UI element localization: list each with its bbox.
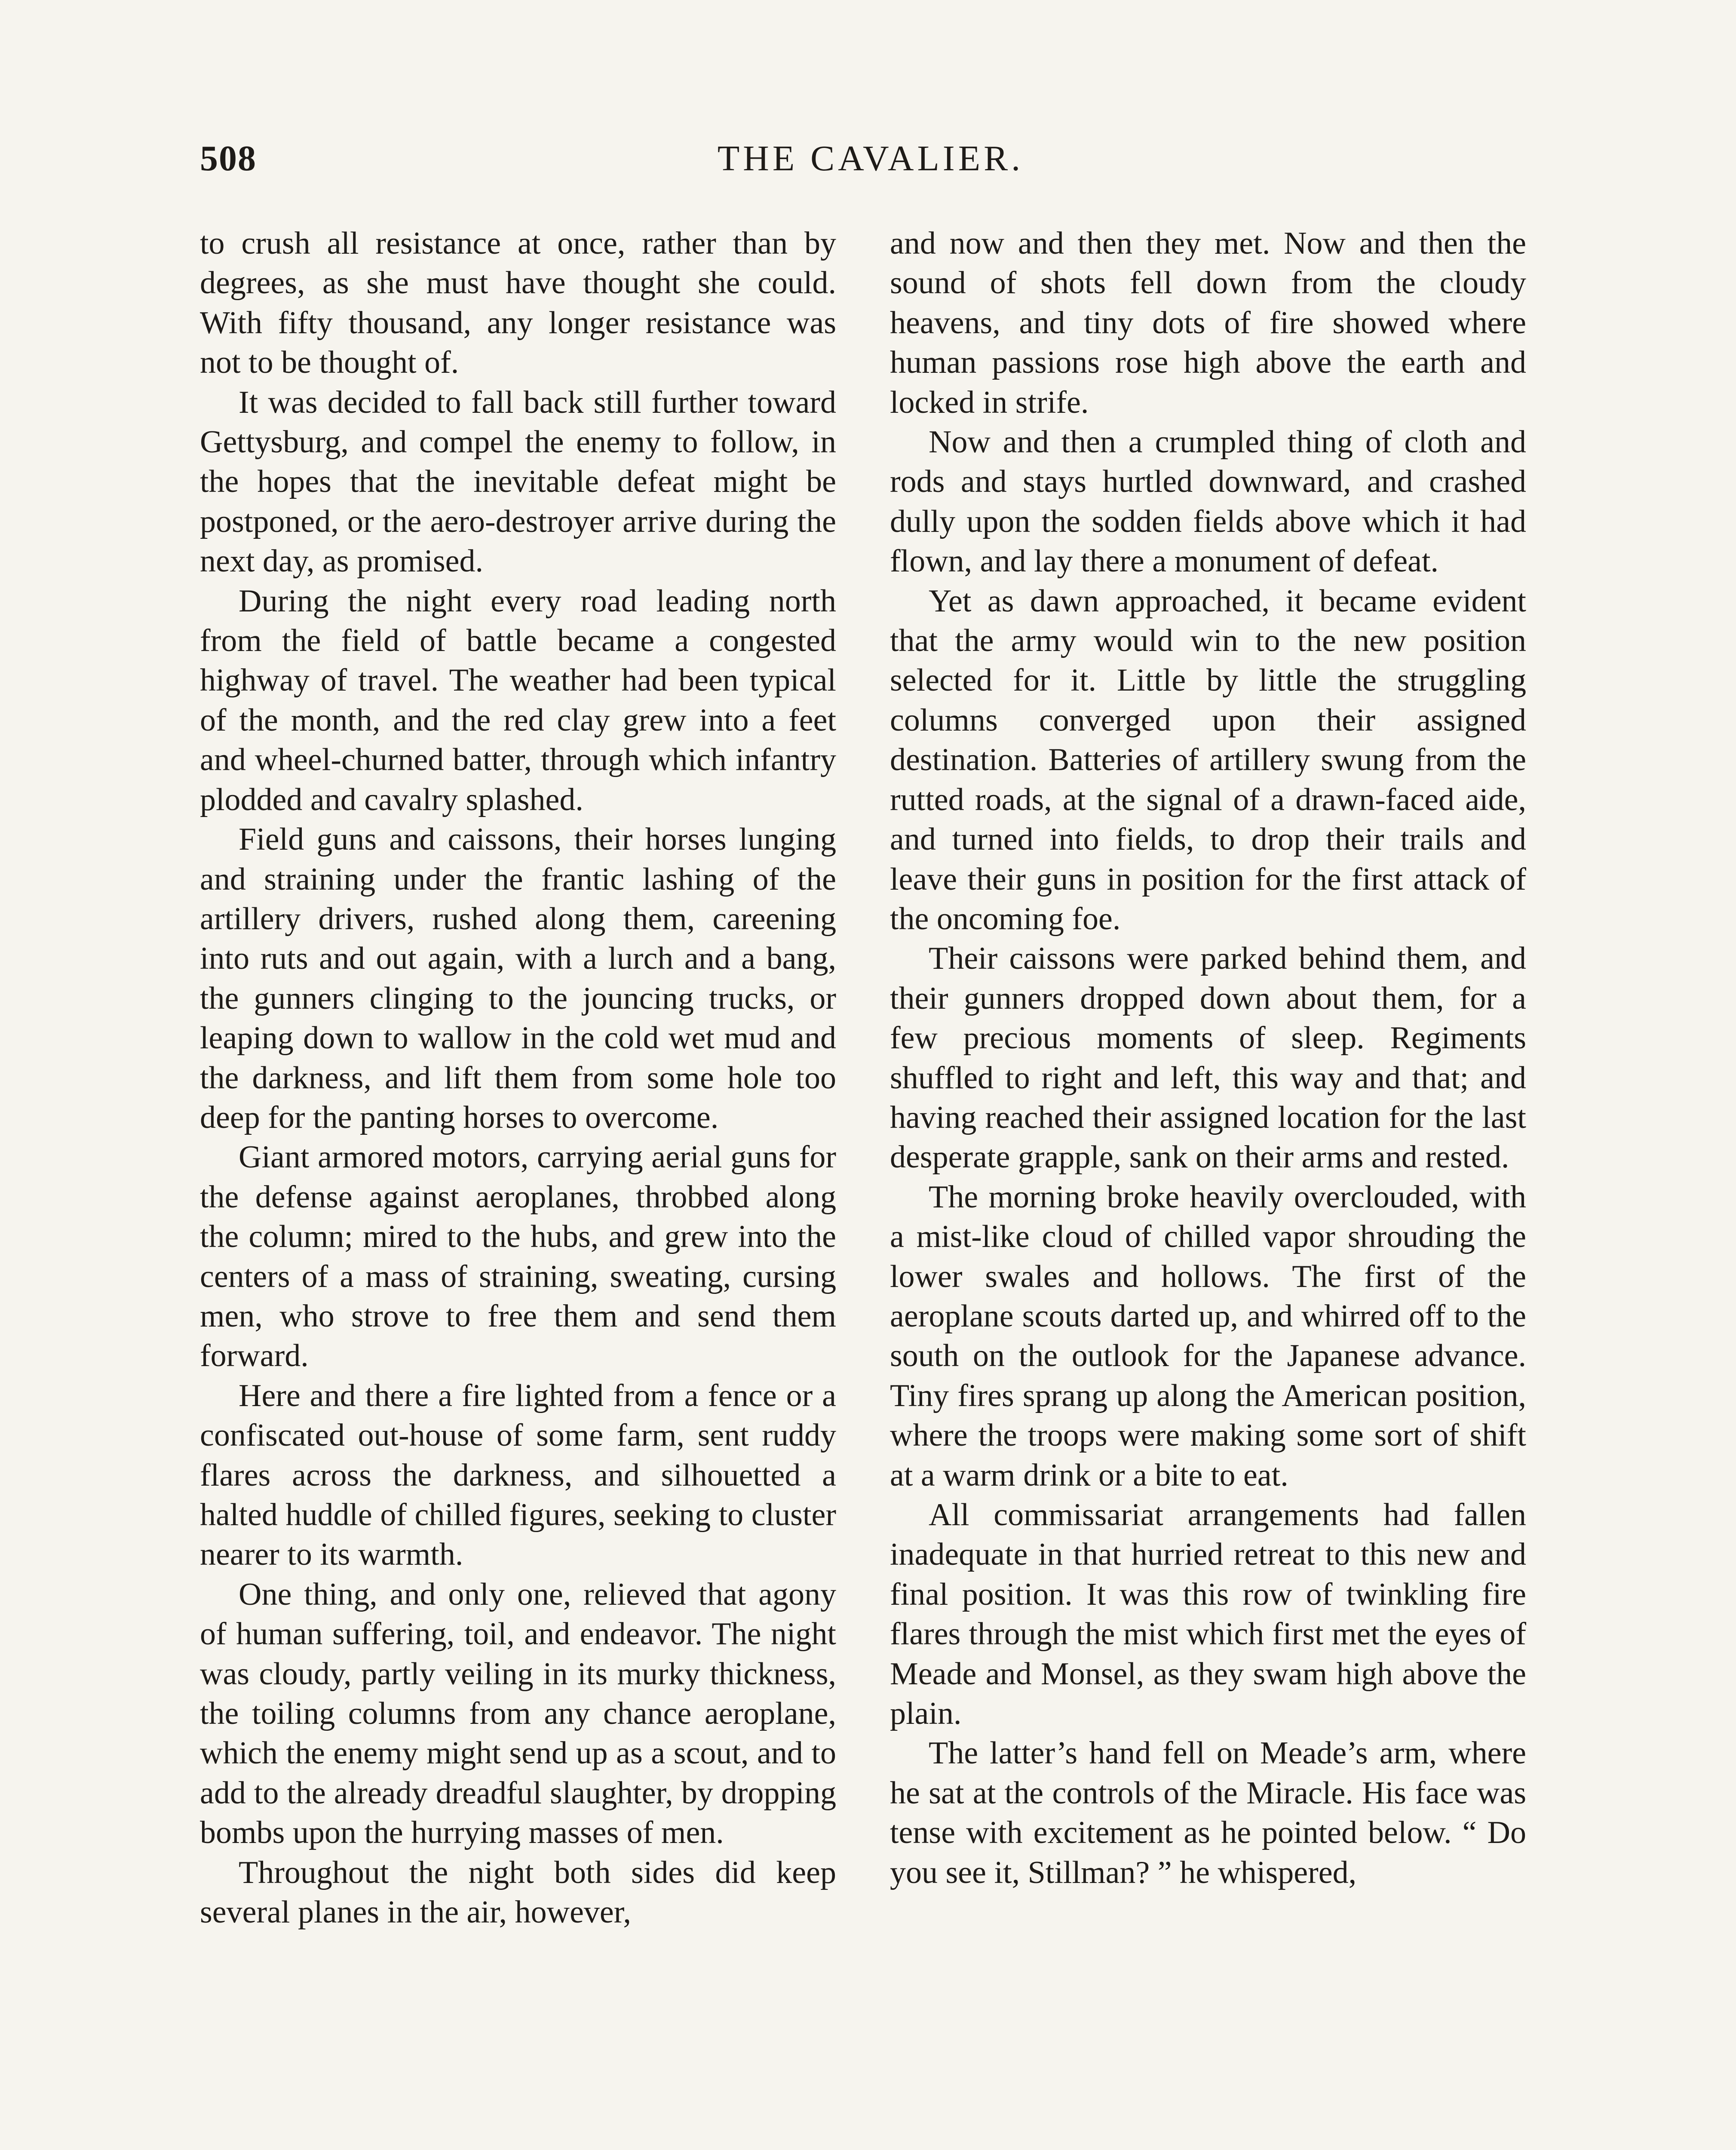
paragraph: One thing, and only one, relieved that agony of human suffering, toil, and endeavor. The night was cloudy, partly veiling in its murky thickness, the toiling columns from any chance aeroplane, which the enemy might send up as a scout, and to add to the already dreadful slaughter, by dropping bombs upon the hurrying masses of men.	[200, 1576, 836, 1851]
paragraph: Here and there a fire lighted from a fence or a confiscated out-house of some farm, sent ruddy flares across the darkness, and silhouetted a halted huddle of chilled figures, seeking to cluster nearer to its warmth.	[200, 1378, 836, 1573]
page-number: 508	[200, 138, 257, 178]
paragraph: Throughout the night both sides did keep several planes in the air, however,	[200, 1855, 836, 1930]
right-column	[890, 224, 1526, 2150]
paragraph: The morning broke heavily overclouded, with a mist-like cloud of chilled vapor shrouding the lower swales and hollows. The first of the aeroplane scouts darted up, and whirred off to the south on the outlook for the Japanese advance. Tiny fires sprang up along the American position, where the troops were making some sort of shift at a warm drink or a bite to eat.	[890, 1179, 1526, 1493]
left-column	[200, 224, 836, 2150]
paragraph: Their caissons were parked behind them, and their gunners dropped down about them, for a few precious moments of sleep. Regiments shuffled to right and left, this way and that; and having reached their assigned location for the last desperate grapple, sank on their arms and rested.	[890, 941, 1526, 1175]
paragraph: and now and then they met. Now and then the sound of shots fell down from the cloudy heavens, and tiny dots of fire showed where human passions rose high above the earth and locked in strife.	[890, 226, 1526, 420]
paragraph: Field guns and caissons, their horses lunging and straining under the frantic lashing of the artillery drivers, rushed along them, careening into ruts and out again, with a lurch and a bang, the gunners clinging to the jouncing trucks, or leaping down to wallow in the cold wet mud and the darkness, and lift them from some hole too deep for the panting horses to overcome.	[200, 822, 836, 1135]
page-header	[200, 138, 1541, 185]
paragraph: to crush all resistance at once, rather than by degrees, as she must have thought she could. With fifty thousand, any longer resistance was not to be thought of.	[200, 226, 836, 381]
paragraph: All commissariat arrangements had fallen inadequate in that hurried retreat to this new and final position. It was this row of twinkling fire flares through the mist which first met the eyes of Meade and Monsel, as they swam high above the plain.	[890, 1497, 1526, 1732]
paragraph: During the night every road leading north from the field of battle became a congested highway of travel. The weather had been typical of the month, and the red clay grew into a feet and wheel-churned batter, through which infantry plodded and cavalry splashed.	[200, 583, 836, 817]
paragraph: Now and then a crumpled thing of cloth and rods and stays hurtled downward, and crashed dully upon the sodden fields above which it had flown, and lay there a monument of defeat.	[890, 424, 1526, 579]
paragraph: Yet as dawn approached, it became evident that the army would win to the new position selected for it. Little by little the struggling columns converged upon their assigned destination. Batteries of artillery swung from the rutted roads, at the signal of a drawn-faced aide, and turned into fields, to drop their trails and leave their guns in position for the first attack of the oncoming foe.	[890, 583, 1526, 937]
paragraph: The latter’s hand fell on Meade’s arm, where he sat at the controls of the Miracle. His face was tense with excitement as he pointed below. “ Do you see it, Stillman? ” he whispered,	[890, 1735, 1526, 1890]
paragraph: It was decided to fall back still further toward Gettysburg, and compel the enemy to follow, in the hopes that the inevitable defeat might be postponed, or the aero-destroyer arrive during the next day, as promised.	[200, 384, 836, 579]
paragraph: Giant armored motors, carrying aerial guns for the defense against aeroplanes, throbbed along the column; mired to the hubs, and grew into the centers of a mass of straining, sweating, cursing men, who strove to free them and send them forward.	[200, 1140, 836, 1374]
running-title: THE CAVALIER.	[717, 138, 1024, 178]
